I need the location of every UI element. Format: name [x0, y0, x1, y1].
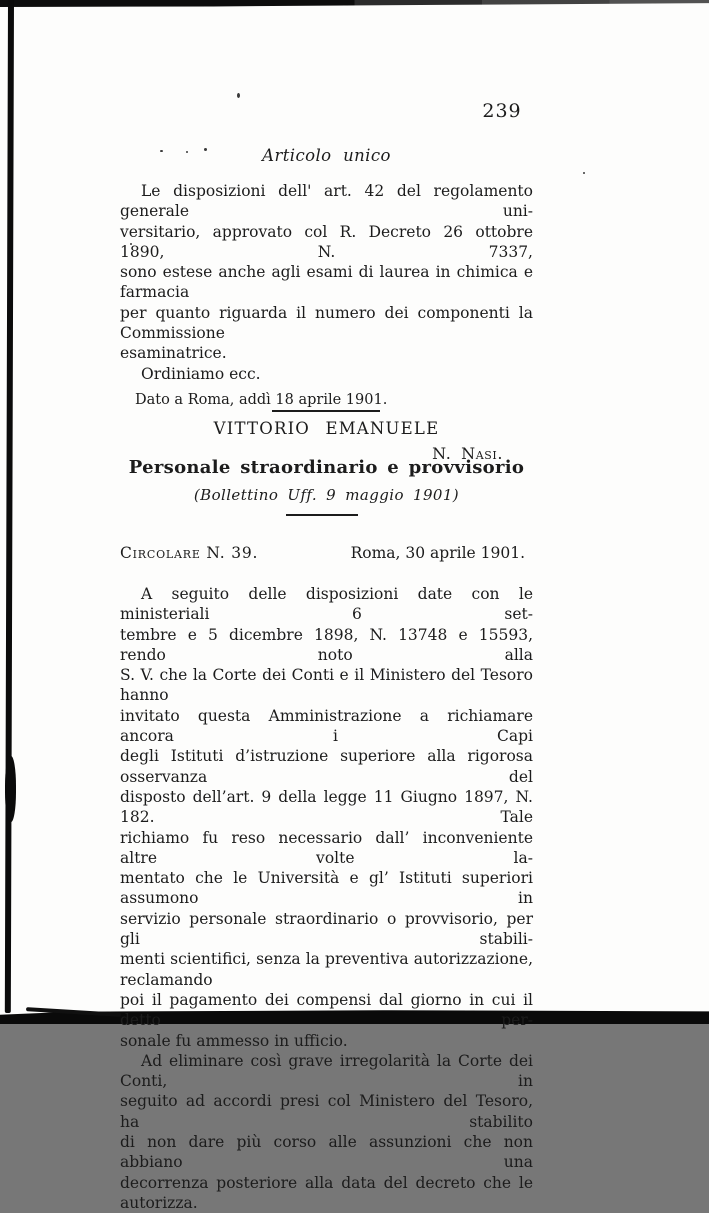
- article-heading: Articolo unico: [262, 146, 391, 165]
- text-line: Le disposizioni dell' art. 42 del regolamento generale uni-: [120, 182, 533, 221]
- section-divider-rule: [272, 410, 380, 412]
- text-line: menti scientifici, senza la preventiva autorizzazione, reclamando: [120, 950, 533, 989]
- circular-meta-row: [120, 544, 533, 562]
- scan-edge-left: [5, 0, 14, 1013]
- text-line: decorrenza posteriore alla data del decreto che le autorizza.: [120, 1173, 533, 1212]
- decree-paragraph: [120, 181, 533, 364]
- circular-title: Personale straordinario e provvisorio: [128, 457, 525, 478]
- scan-edge-left-blob: [5, 756, 16, 822]
- circular-dateline: Roma, 30 aprile 1901.: [350, 544, 525, 562]
- text-line: disposto dell’art. 9 della legge 11 Giugno 1897, N. 182. Tale: [120, 787, 533, 827]
- text-line: sono estese anche agli esami di laurea in chimica e farmacia: [120, 263, 533, 302]
- text-line: A seguito delle disposizioni date con le ministeriali 6 set-: [120, 585, 533, 624]
- text-line: servizio personale straordinario o provvisorio, per gli stabili-: [120, 909, 533, 949]
- text-line: tembre e 5 dicembre 1898, N. 13748 e 15593, rendo noto alla: [120, 625, 533, 664]
- text-line: invitato questa Amministrazione a richiamare ancora i Capi: [120, 706, 533, 746]
- text-line: degli Istituti d’istruzione superiore alla rigorosa osservanza del: [120, 747, 533, 786]
- decree-body: [120, 181, 533, 464]
- signature-king: VITTORIO EMANUELE: [213, 419, 440, 439]
- page-number: 239: [482, 100, 522, 122]
- text-line: poi il pagamento dei compensi dal giorno in cui il detto per-: [120, 990, 533, 1030]
- circular-number-label: Circolare N. 39.: [120, 544, 259, 562]
- text-line: per quanto riguarda il numero dei componenti la Commissione: [120, 303, 533, 343]
- title-divider-rule: [286, 514, 358, 516]
- text-line: di non dare più corso alle assunzioni che non abbiano una: [120, 1133, 533, 1172]
- decree-dateline: Dato a Roma, addì 18 aprile 1901.: [135, 391, 388, 408]
- text-line: mentato che le Università e gl’ Istituti superiori assumono in: [120, 869, 533, 908]
- text-line: sonale fu ammesso in ufficio.: [120, 1031, 348, 1050]
- scan-speck: [583, 172, 585, 174]
- scan-speck: [237, 93, 240, 98]
- circular-paragraph-1: [120, 584, 533, 1051]
- signature-minister: N. Nasi.: [432, 443, 503, 463]
- circular-body: [120, 584, 533, 1213]
- scan-edge-top: [0, 0, 709, 7]
- circular-paragraph-2: [120, 1051, 533, 1213]
- text-line: versitario, approvato col R. Decreto 26 ottobre 1890, N. 7337,: [120, 222, 533, 261]
- circular-subtitle: (Bollettino Uff. 9 maggio 1901): [193, 486, 460, 504]
- text-line: richiamo fu reso necessario dall’ inconveniente altre volte la-: [120, 828, 533, 867]
- text-line: S. V. che la Corte dei Conti e il Ministero del Tesoro hanno: [120, 666, 533, 705]
- decree-closing: Ordiniamo ecc.: [141, 364, 261, 383]
- text-line: Ad eliminare così grave irregolarità la Corte dei Conti, in: [120, 1051, 533, 1091]
- text-line: seguito ad accordi presi col Ministero del Tesoro, ha stabilito: [120, 1092, 533, 1131]
- text-line: esaminatrice.: [120, 344, 227, 363]
